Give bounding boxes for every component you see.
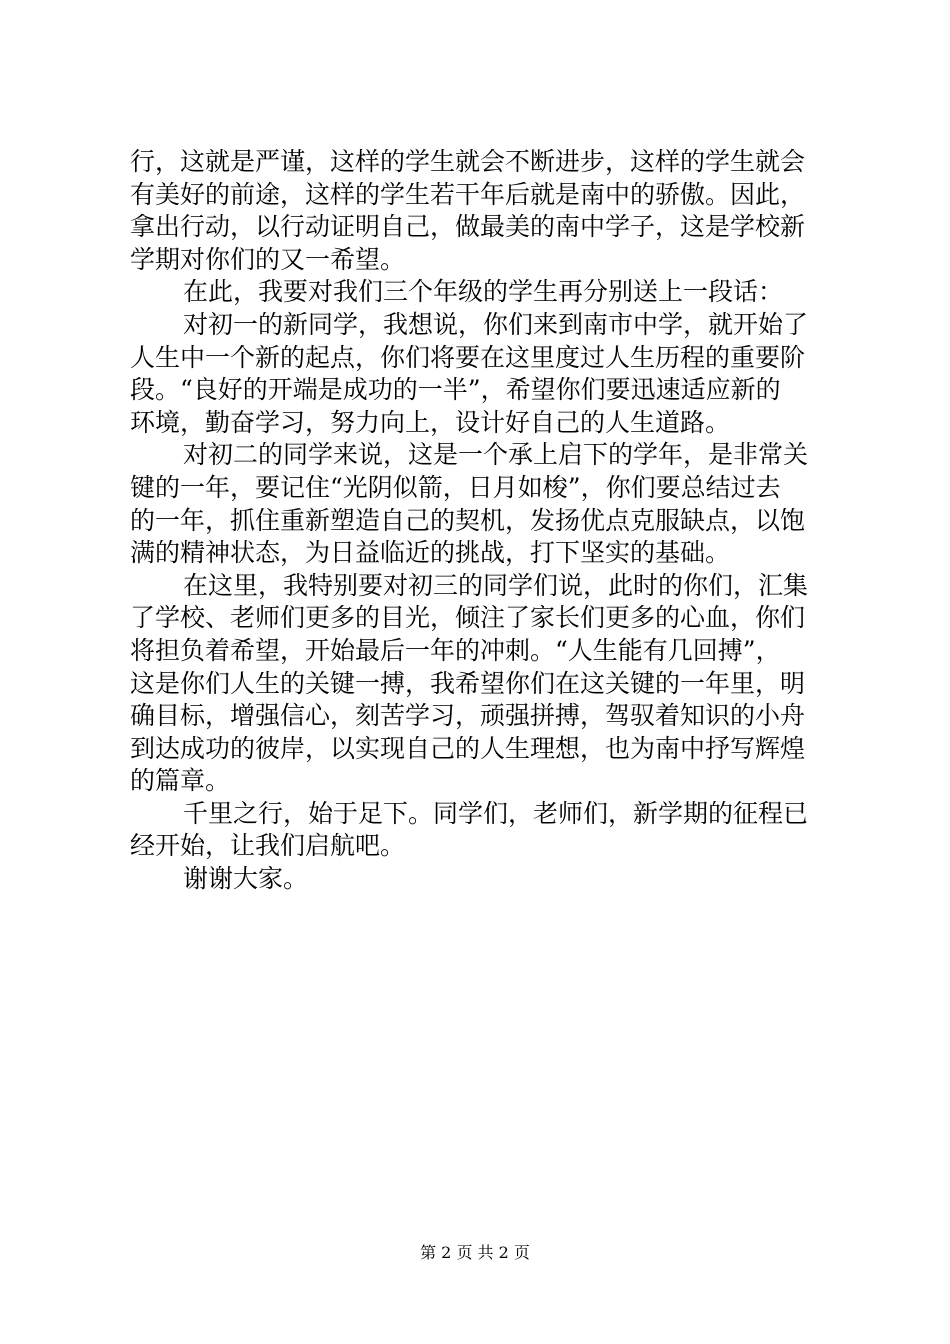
- text-line: 千里之行，始于足下。同学们，老师们，新学期的征程已: [183, 798, 809, 828]
- text-line: 人生中一个新的起点，你们将要在这里度过人生历程的重要阶: [130, 342, 806, 372]
- text-line: 确目标，增强信心，刻苦学习，顽强拼搏，驾驭着知识的小舟: [130, 701, 806, 731]
- text-line: 谢谢大家。: [183, 864, 309, 894]
- page-footer: 第 2 页 共 2 页: [420, 1243, 530, 1262]
- text-line: 拿出行动，以行动证明自己，做最美的南中学子，这是学校新: [130, 212, 806, 242]
- text-line: 段。“良好的开端是成功的一半”，希望你们要迅速适应新的: [130, 375, 781, 405]
- text-line: 经开始，让我们启航吧。: [130, 831, 406, 861]
- text-line: 学期对你们的又一希望。: [130, 244, 406, 274]
- text-line: 环境，勤奋学习，努力向上，设计好自己的人生道路。: [130, 407, 731, 437]
- text-line: 到达成功的彼岸，以实现自己的人生理想，也为南中抒写辉煌: [130, 733, 806, 763]
- text-line: 满的精神状态，为日益临近的挑战，打下坚实的基础。: [130, 538, 731, 568]
- text-line: 对初二的同学来说，这是一个承上启下的学年，是非常关: [183, 440, 809, 470]
- text-line: 在此，我要对我们三个年级的学生再分别送上一段话：: [183, 277, 784, 307]
- text-line: 这是你们人生的关键一搏，我希望你们在这关键的一年里，明: [130, 668, 806, 698]
- text-line: 对初一的新同学，我想说，你们来到南市中学，就开始了: [183, 309, 809, 339]
- text-line: 的篇章。: [130, 766, 231, 796]
- text-line: 的一年，抓住重新塑造自己的契机，发扬优点克服缺点，以饱: [130, 505, 806, 535]
- text-line: 有美好的前途，这样的学生若干年后就是南中的骄傲。因此，: [130, 179, 806, 209]
- text-line: 行，这就是严谨，这样的学生就会不断进步，这样的学生就会: [130, 147, 806, 176]
- body-text: [130, 146, 830, 896]
- text-line: 将担负着希望，开始最后一年的冲刺。“人生能有几回搏”，: [130, 635, 781, 665]
- text-line: 键的一年，要记住“光阴似箭，日月如梭”，你们要总结过去: [130, 472, 781, 502]
- text-line: 在这里，我特别要对初三的同学们说，此时的你们，汇集: [183, 570, 809, 600]
- text-line: 了学校、老师们更多的目光，倾注了家长们更多的心血，你们: [130, 603, 806, 633]
